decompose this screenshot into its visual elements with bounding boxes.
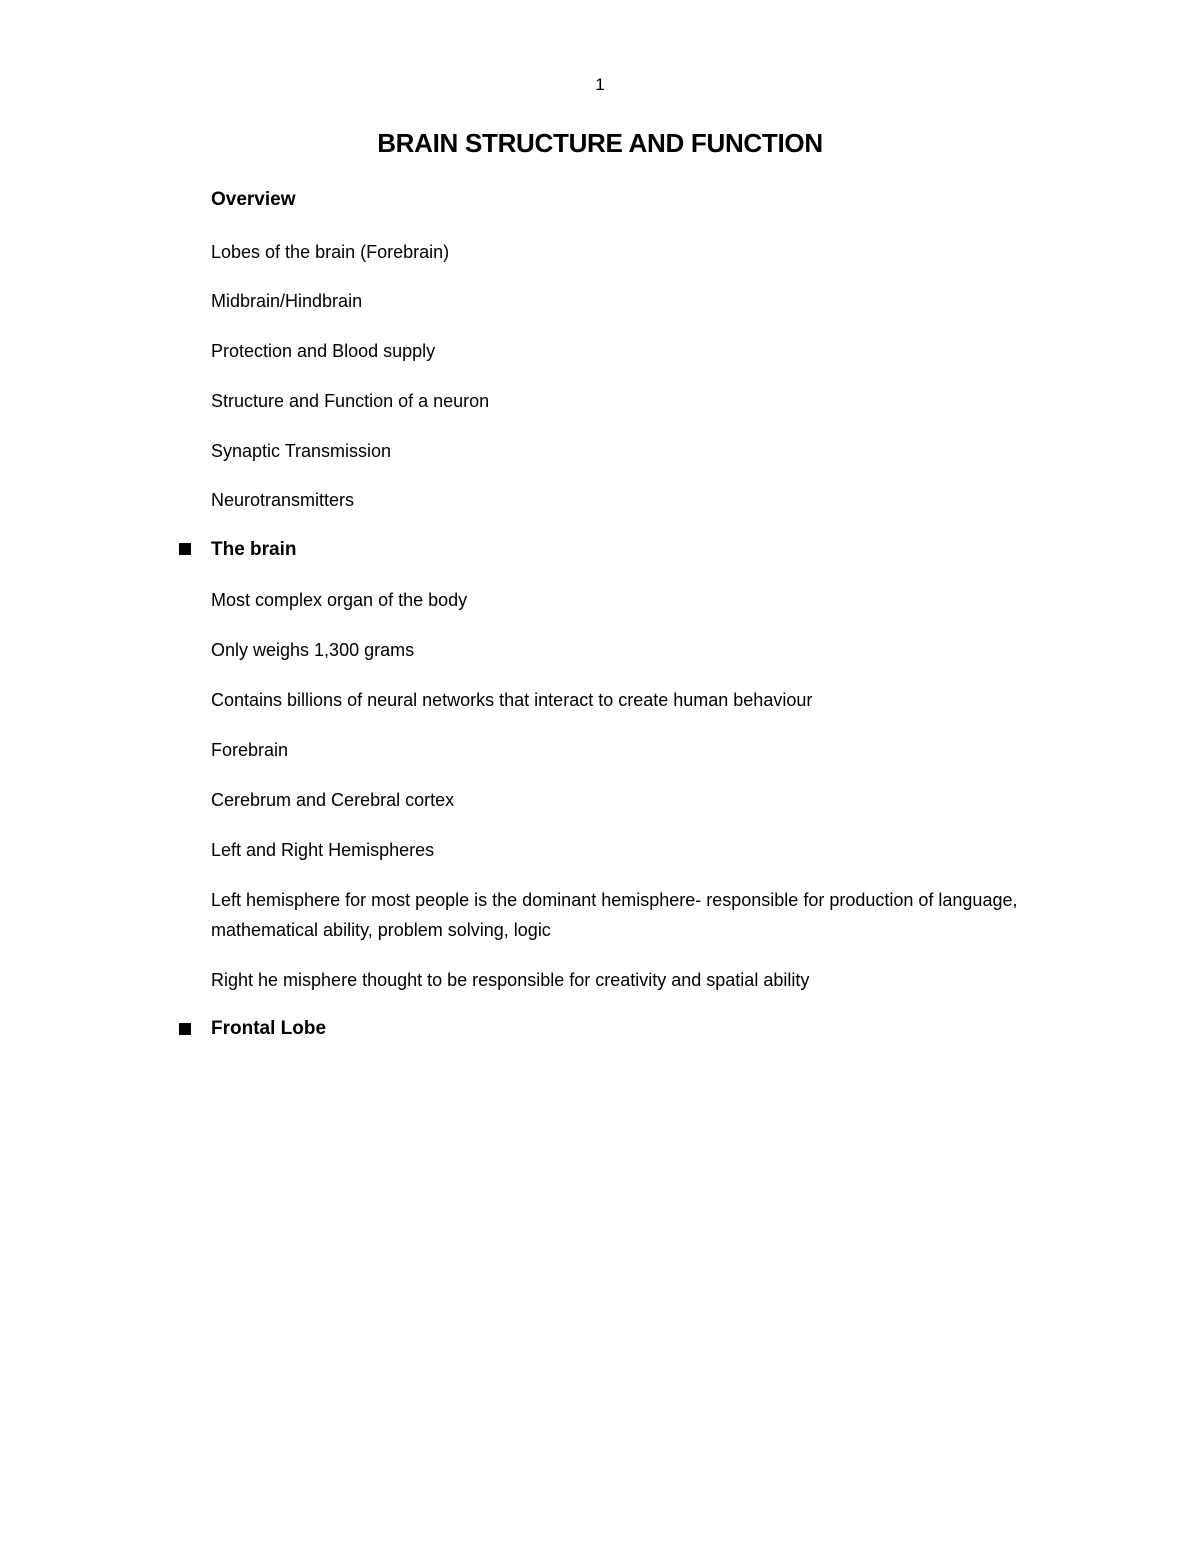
overview-item: Neurotransmitters xyxy=(211,490,355,510)
brain-item: Contains billions of neural networks that interact to create human behaviour xyxy=(211,690,813,710)
brain-item: Most complex organ of the body xyxy=(211,590,468,610)
overview-item: Synaptic Transmission xyxy=(211,441,392,461)
brain-item: Forebrain xyxy=(211,740,289,760)
overview-item: Lobes of the brain (Forebrain) xyxy=(211,242,450,262)
brain-item: Left hemisphere for most people is the dominant hemisphere- responsible for production of language, mathematical ability, problem solving, logic xyxy=(211,890,1018,940)
brain-item: Only weighs 1,300 grams xyxy=(211,640,415,660)
section-heading-the-brain: The brain xyxy=(211,539,297,560)
black-square-bullet-icon xyxy=(179,1023,191,1035)
brain-item: Left and Right Hemispheres xyxy=(211,840,435,860)
brain-item: Cerebrum and Cerebral cortex xyxy=(211,790,455,810)
overview-item: Protection and Blood supply xyxy=(211,341,436,361)
page-title: BRAIN STRUCTURE AND FUNCTION xyxy=(377,128,823,158)
page-number: 1 xyxy=(595,75,605,94)
overview-item: Midbrain/Hindbrain xyxy=(211,291,363,311)
section-heading-frontal-lobe: Frontal Lobe xyxy=(211,1018,327,1039)
brain-item: Right he misphere thought to be responsible for creativity and spatial ability xyxy=(211,970,810,990)
overview-item: Structure and Function of a neuron xyxy=(211,391,490,411)
black-square-bullet-icon xyxy=(179,543,191,555)
overview-heading: Overview xyxy=(211,189,296,210)
